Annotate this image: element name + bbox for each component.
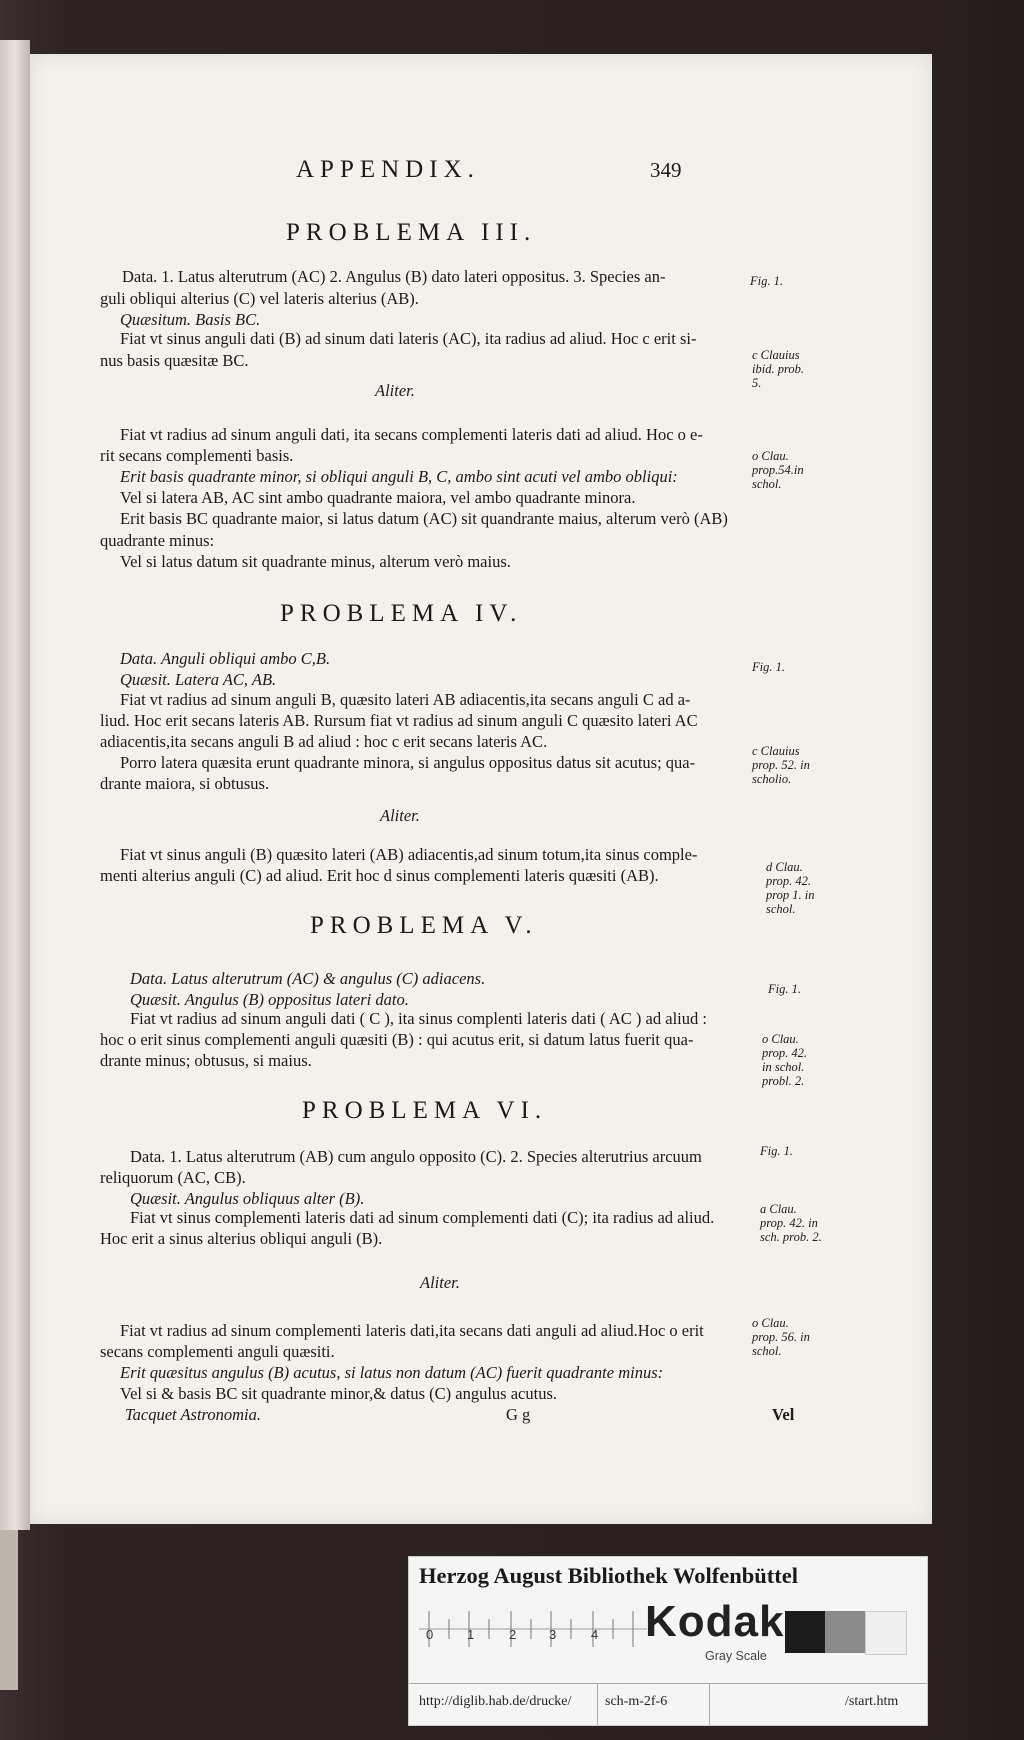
p3-line: quadrante minus: (100, 531, 215, 550)
ruler-number: 2 (509, 1627, 517, 1642)
margin-note: c Clauius ibid. prob. 5. (752, 348, 804, 390)
url-end: /start.htm (845, 1694, 899, 1709)
p3-line: nus basis quæsitæ BC. (100, 351, 249, 370)
signature-mark: G g (506, 1405, 531, 1424)
p4-line: Porro latera quæsita erunt quadrante minora, si angulus oppositus datus sit acutus; qua- (120, 753, 696, 772)
problema-iii-heading: PROBLEMA III. (286, 219, 537, 246)
page-number: 349 (650, 158, 682, 182)
problema-iv-heading: PROBLEMA IV. (280, 600, 523, 627)
gray-patch-black (785, 1611, 825, 1653)
problema-vi-heading: PROBLEMA VI. (302, 1097, 548, 1124)
p6-line: Vel si & basis BC sit quadrante minor,& datus (C) angulus acutus. (120, 1384, 558, 1403)
p4-line: Fiat vt sinus anguli (B) quæsito lateri (AB) adiacentis,ad sinum totum,ita sinus comple- (120, 845, 698, 864)
library-color-card (408, 1556, 928, 1726)
p3-line: Erit basis BC quadrante maior, si latus datum (AC) sit quandrante maius, alterum verò (AB) (120, 509, 728, 528)
margin-note: o Clau. prop. 42. in schol. probl. 2. (762, 1032, 808, 1088)
p5-line: drante minus; obtusus, si maius. (100, 1051, 312, 1070)
margin-note: Fig. 1. (768, 982, 801, 996)
url-base: http://diglib.hab.de/drucke/ (419, 1694, 572, 1709)
card-title: Herzog August Bibliothek Wolfenbüttel (419, 1563, 798, 1588)
p6-line: Fiat vt radius ad sinum complementi lateris dati,ita secans dati anguli ad aliud.Hoc o erit (120, 1321, 704, 1340)
kodak-logo: Kodak (645, 1597, 785, 1646)
p4-line: Quæsit. Latera AC, AB. (120, 670, 277, 689)
gray-patch-mid (825, 1611, 865, 1653)
p3-line: Quæsitum. Basis BC. (120, 310, 261, 329)
p6-line: reliquorum (AC, CB). (100, 1168, 246, 1187)
p3-line: Fiat vt sinus anguli dati (B) ad sinum dati lateris (AC), ita radius ad aliud. Hoc c erit si- (120, 329, 697, 348)
ruler-number: 0 (426, 1627, 434, 1642)
p3-line: guli obliqui alterius (C) vel lateris alterius (AB). (100, 289, 419, 308)
url-divider (709, 1683, 710, 1725)
margin-note: Fig. 1. (760, 1144, 793, 1158)
p3-line: Vel si latera AB, AC sint ambo quadrante maiora, vel ambo quadrante minora. (120, 488, 636, 507)
p4-line: Fiat vt radius ad sinum anguli B, quæsito lateri AB adiacentis,ita secans anguli C ad a- (120, 690, 691, 709)
ruler-scale (419, 1609, 647, 1649)
margin-note: o Clau. prop.54.in schol. (752, 449, 804, 491)
margin-note: c Clauius prop. 52. in scholio. (752, 744, 810, 786)
p6-aliter: Aliter. (420, 1273, 460, 1292)
margin-note: d Clau. prop. 42. prop 1. in schol. (766, 860, 815, 916)
problema-v-heading: PROBLEMA V. (310, 912, 538, 939)
margin-note: Fig. 1. (750, 274, 783, 288)
ruler-number: 3 (549, 1627, 557, 1642)
p4-line: liud. Hoc erit secans lateris AB. Rursum fiat vt radius ad sinum anguli C quæsito lateri AC (100, 711, 698, 730)
book-page (30, 54, 932, 1524)
p4-line: Data. Anguli obliqui ambo C,B. (120, 649, 331, 668)
p3-aliter: Aliter. (375, 381, 415, 400)
p6-line: Hoc erit a sinus alterius obliqui anguli (B). (100, 1229, 383, 1248)
p6-line: Quæsit. Angulus obliquus alter (B). (130, 1189, 365, 1208)
margin-note: o Clau. prop. 56. in schol. (752, 1316, 810, 1358)
p5-line: Data. Latus alterutrum (AC) & angulus (C) adiacens. (130, 969, 486, 988)
running-header: APPENDIX. (296, 156, 480, 183)
p5-line: hoc o erit sinus complementi anguli quæsiti (B) : qui acutus erit, si datum latus fuerit qua- (100, 1030, 694, 1049)
p4-line: adiacentis,ita secans anguli B ad aliud : hoc c erit secans lateris AC. (100, 732, 548, 751)
gray-patch-white (865, 1611, 907, 1655)
p4-line: drante maiora, si obtusus. (100, 774, 270, 793)
p3-line: Fiat vt radius ad sinum anguli dati, ita secans complementi lateris dati ad aliud. Hoc o e- (120, 425, 703, 444)
gray-scale-label: Gray Scale (705, 1649, 767, 1663)
left-page-edge-lower (0, 1530, 18, 1690)
p3-line: rit secans complementi basis. (100, 446, 294, 465)
p3-line: Vel si latus datum sit quadrante minus, alterum verò maius. (120, 552, 511, 571)
p6-line: Data. 1. Latus alterutrum (AB) cum angulo opposito (C). 2. Species alterutrius arcuum (130, 1147, 702, 1166)
footer-title: Tacquet Astronomia. (125, 1405, 261, 1424)
p3-line: Erit basis quadrante minor, si obliqui anguli B, C, ambo sint acuti vel ambo obliqui: (120, 467, 678, 486)
p6-line: Fiat vt sinus complementi lateris dati ad sinum complementi dati (C); ita radius ad aliud. (130, 1208, 715, 1227)
margin-note: Fig. 1. (752, 660, 785, 674)
catchword: Vel (772, 1405, 795, 1424)
p5-line: Fiat vt radius ad sinum anguli dati ( C ), ita sinus complenti lateris dati ( AC ) ad aliud : (130, 1009, 707, 1028)
p6-line: secans complementi anguli quæsiti. (100, 1342, 335, 1361)
left-page-edge (0, 40, 30, 1530)
p4-aliter: Aliter. (380, 806, 420, 825)
url-divider (597, 1683, 598, 1725)
p3-line: Data. 1. Latus alterutrum (AC) 2. Angulus (B) dato lateri oppositus. 3. Species an- (122, 267, 666, 286)
p5-line: Quæsit. Angulus (B) oppositus lateri dato. (130, 990, 409, 1009)
ruler-number: 1 (467, 1627, 475, 1642)
ruler-number: 4 (591, 1627, 599, 1642)
p4-line: menti alterius anguli (C) ad aliud. Erit hoc d sinus complementi lateris quæsiti (AB). (100, 866, 659, 885)
url-id: sch-m-2f-6 (605, 1694, 668, 1709)
margin-note: a Clau. prop. 42. in sch. prob. 2. (760, 1202, 822, 1244)
p6-line: Erit quæsitus angulus (B) acutus, si latus non datum (AC) fuerit quadrante minus: (120, 1363, 664, 1382)
